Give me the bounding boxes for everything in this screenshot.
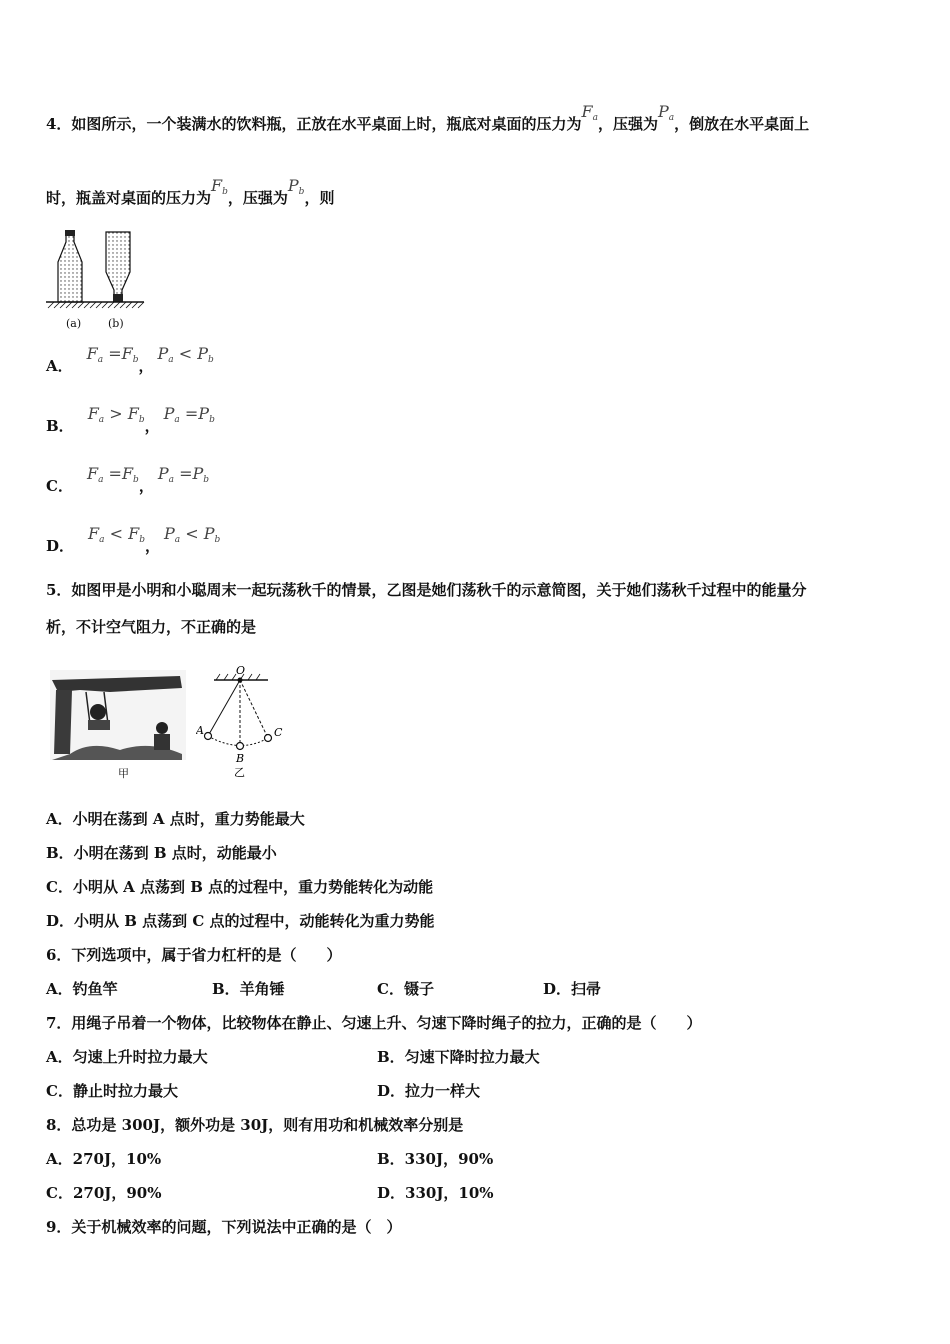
q6-stem: 6．下列选项中，属于省力杠杆的是（ ） xyxy=(46,946,342,964)
q7-option-a[interactable]: A．匀速上升时拉力最大 xyxy=(46,1048,208,1066)
q5-label-jia: 甲 xyxy=(118,767,129,780)
q4-option-b[interactable]: B．$F_a > F_b$，$P_a =P_b$ xyxy=(46,404,215,435)
q4-stem-line1 xyxy=(46,102,810,140)
q8-option-a[interactable]: A．270J，10% xyxy=(46,1150,162,1168)
q4-stem-text: ，则 xyxy=(304,189,335,207)
q7-stem: 7．用绳子吊着一个物体，比较物体在静止、匀速上升、匀速下降时绳子的拉力，正确的是（ ） xyxy=(46,1014,702,1032)
q5-option-c[interactable]: C．小明从 A 点荡到 B 点的过程中，重力势能转化为动能 xyxy=(46,878,434,896)
math-Fb: $F_b$ xyxy=(211,176,228,197)
q6-option-d[interactable]: D．扫帚 xyxy=(543,980,602,998)
q4-stem-text: ，压强为 xyxy=(597,115,658,133)
q4-option-d[interactable]: D．$F_a < F_b$，$P_a < P_b$ xyxy=(46,524,221,555)
q8-option-c[interactable]: C．270J，90% xyxy=(46,1184,162,1202)
bottle-a xyxy=(58,230,82,302)
q5-option-a[interactable]: A．小明在荡到 A 点时，重力势能最大 xyxy=(46,810,305,828)
q5-stem-line2: 析，不计空气阻力，不正确的是 xyxy=(46,618,257,636)
q6-option-c[interactable]: C．镊子 xyxy=(377,980,434,998)
fig-label-b: (b) xyxy=(108,317,124,330)
q5-stem-line1: 5．如图甲是小明和小聪周末一起玩荡秋千的情景，乙图是她们荡秋千的示意简图，关于她们荡秋千过程中的能量分 xyxy=(46,581,807,599)
math-Pb: $P_b$ xyxy=(287,176,305,197)
q5-option-b[interactable]: B．小明在荡到 B 点时，动能最小 xyxy=(46,844,277,862)
bottle-b xyxy=(106,232,130,302)
math-Fa: $F_a$ xyxy=(581,102,598,123)
q4-stem-text: 时，瓶盖对桌面的压力为 xyxy=(46,189,212,207)
q4-stem-text: ，倒放在水平桌面上 xyxy=(674,115,810,133)
q4-option-c[interactable]: C．$F_a =F_b$，$P_a =P_b$ xyxy=(46,464,209,495)
fig-label-a: (a) xyxy=(66,317,82,330)
q5-swing-picture-jia xyxy=(50,670,186,760)
q4-stem-line2 xyxy=(46,176,335,214)
q7-option-b[interactable]: B．匀速下降时拉力最大 xyxy=(377,1048,540,1066)
math-Pa: $P_a$ xyxy=(657,102,675,123)
q8-option-b[interactable]: B．330J，90% xyxy=(377,1150,494,1168)
q7-option-d[interactable]: D．拉力一样大 xyxy=(377,1082,481,1100)
q5-option-d[interactable]: D．小明从 B 点荡到 C 点的过程中，动能转化为重力势能 xyxy=(46,912,435,930)
q5-swing-diagram-yi xyxy=(196,664,296,784)
label-O: O xyxy=(236,664,246,677)
q8-stem: 8．总功是 300J，额外功是 30J，则有用功和机械效率分别是 xyxy=(46,1116,464,1134)
q7-option-c[interactable]: C．静止时拉力最大 xyxy=(46,1082,178,1100)
q6-option-b[interactable]: B．羊角锤 xyxy=(212,980,285,998)
label-C: C xyxy=(274,726,283,739)
q8-option-d[interactable]: D．330J，10% xyxy=(377,1184,494,1202)
label-yi: 乙 xyxy=(234,766,245,779)
q6-option-a[interactable]: A．钓鱼竿 xyxy=(46,980,118,998)
label-A: A xyxy=(196,724,204,737)
label-B: B xyxy=(236,752,245,765)
q4-bottle-figure xyxy=(44,228,148,332)
q4-stem-text: 4．如图所示，一个装满水的饮料瓶，正放在水平桌面上时，瓶底对桌面的压力为 xyxy=(46,115,582,133)
q4-stem-text: ，压强为 xyxy=(227,189,288,207)
q9-stem: 9．关于机械效率的问题，下列说法中正确的是（ ） xyxy=(46,1218,402,1236)
q4-option-a[interactable]: A．$F_a =F_b$，$P_a < P_b$ xyxy=(46,344,214,375)
